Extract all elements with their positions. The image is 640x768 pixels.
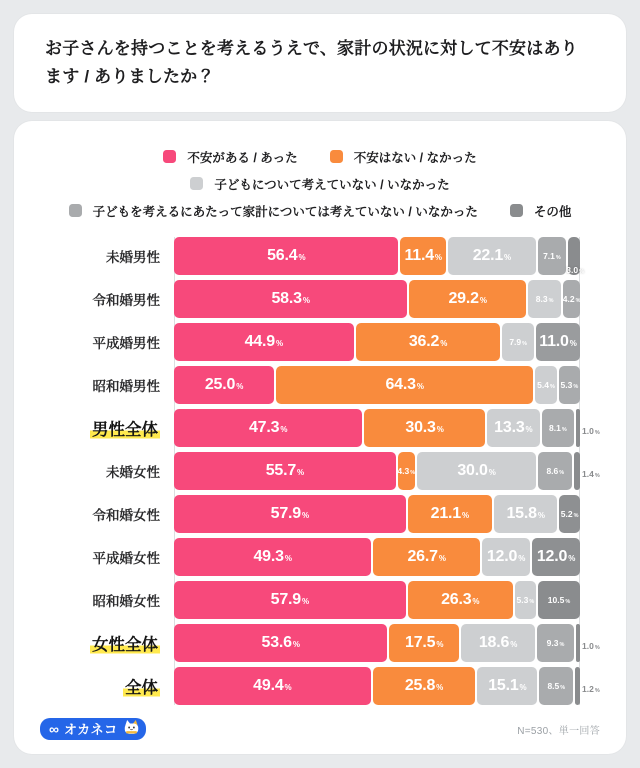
okaneko-cat-mascot-icon [122, 718, 141, 737]
bar-segment [461, 624, 535, 662]
segment-value-label: 26.3 % [441, 591, 480, 609]
segment-value-label: 58.3 % [271, 290, 310, 308]
segment-value-label: 8.1 % [549, 423, 567, 434]
bar-plot [174, 667, 600, 705]
chart-card [14, 121, 626, 754]
row-label: 昭和婚男性 [92, 379, 160, 395]
bar-segment [559, 366, 580, 404]
segment-value-label: 29.2 % [448, 290, 487, 308]
bar-plot [174, 581, 580, 619]
bar-segment [528, 280, 561, 318]
legend-swatch-midgray-icon [69, 204, 82, 217]
infinity-icon: ∞ [49, 721, 59, 738]
bar-segment [576, 624, 600, 662]
bar-segment [356, 323, 501, 361]
bar-segment [174, 366, 274, 404]
row-label: 令和婚男性 [92, 293, 160, 309]
stacked-bar [174, 538, 580, 576]
segment-value-label: 30.0 % [457, 462, 496, 480]
stacked-bar [174, 581, 580, 619]
segment-value-label: 53.6 % [261, 634, 300, 652]
segment-value-label: 25.8 % [404, 677, 444, 695]
bar-row [38, 452, 600, 490]
bar-segment [373, 538, 480, 576]
bar-segment [487, 409, 540, 447]
bar-row [38, 237, 584, 276]
segment-value-label: 3.0 % [566, 265, 584, 276]
legend-item-not-anxious [330, 148, 477, 166]
legend-label: 不安はない / なかった [353, 150, 477, 165]
bar-segment [536, 323, 580, 361]
stacked-bar-chart [38, 237, 602, 705]
bar-segment [398, 452, 415, 490]
segment-value-label: 55.7 % [265, 462, 304, 480]
segment-value-label: 57.9 % [270, 591, 309, 609]
segment-value-label: 4.2 % [562, 294, 581, 305]
legend-label: その他 [533, 204, 572, 219]
legend-swatch-lightgray-icon [190, 177, 203, 190]
bar-segment [364, 409, 485, 447]
bar-segment [373, 667, 476, 705]
bar-segment [400, 237, 445, 275]
bar-segment [448, 237, 536, 275]
stacked-bar [174, 366, 580, 404]
segment-value-label: 10.5 % [547, 595, 571, 606]
segment-value-label: 13.3 % [494, 419, 533, 437]
bar-segment [535, 366, 557, 404]
bar-segment [174, 237, 398, 275]
bar-plot [174, 624, 600, 662]
legend-item-not-thinking-finances [69, 202, 478, 220]
segment-value-label: 30.3 % [405, 419, 444, 437]
sample-size-note: N=530、単一回答 [517, 725, 600, 737]
bar-row [38, 667, 600, 705]
legend-line-2 [38, 170, 602, 197]
bar-segment [174, 409, 362, 447]
logo-text: オカネコ [63, 721, 118, 737]
segment-value-label: 1.2 % [582, 684, 600, 695]
bar-segment [575, 667, 600, 705]
legend-line-3 [38, 197, 602, 224]
bar-segment [174, 667, 371, 705]
stacked-bar [174, 409, 600, 447]
question-card [14, 14, 626, 112]
bar-segment [174, 624, 387, 662]
segment-value-label: 1.0 % [582, 641, 600, 652]
bar-segment [559, 495, 580, 533]
segment-value-label: 49.4 % [253, 677, 292, 695]
segment-value-label: 5.3 % [516, 595, 535, 606]
segment-value-label: 8.6 % [546, 466, 565, 477]
okaneko-logo [40, 718, 146, 740]
stacked-bar [174, 323, 580, 361]
segment-value-label: 8.3 % [535, 294, 554, 305]
segment-value-label: 11.4 % [404, 247, 442, 265]
bar-segment [538, 581, 580, 619]
segment-value-label: 36.2 % [408, 333, 448, 351]
bar-row [38, 538, 580, 576]
bar-segment [482, 538, 530, 576]
bar-segment [477, 667, 537, 705]
legend-line-1 [38, 143, 602, 170]
row-label: 令和婚女性 [92, 508, 160, 524]
bar-segment [576, 409, 600, 447]
bar-segment [417, 452, 536, 490]
segment-value-label: 15.8 % [506, 505, 545, 523]
legend-label: 不安がある / あった [187, 150, 298, 165]
bar-row [38, 409, 600, 447]
bar-segment [174, 452, 396, 490]
segment-value-label: 8.5 % [547, 681, 566, 692]
bar-segment [494, 495, 557, 533]
legend-label: 子どもを考えるにあたって家計については考えていない / いなかった [92, 204, 478, 219]
row-label: 男性全体 [92, 421, 158, 440]
row-label: 未婚女性 [106, 465, 160, 481]
bar-plot [174, 280, 580, 318]
segment-value-label: 7.1 % [543, 251, 561, 262]
bar-segment [574, 452, 600, 490]
bar-segment [566, 237, 584, 276]
bar-row [38, 323, 580, 361]
segment-value-label: 12.0 % [486, 548, 526, 566]
bar-row [38, 581, 580, 619]
segment-value-label: 26.7 % [407, 548, 446, 566]
row-label: 平成婚男性 [92, 336, 160, 352]
segment-value-label: 25.0 % [204, 376, 244, 394]
bar-row [38, 280, 580, 318]
segment-value-label: 12.0 % [536, 548, 576, 566]
bar-segment [563, 280, 580, 318]
bar-segment [542, 409, 574, 447]
bar-row [38, 624, 600, 662]
stacked-bar [174, 452, 600, 490]
segment-value-label: 4.3 % [397, 466, 416, 477]
bar-plot [174, 538, 580, 576]
segment-value-label: 57.9 % [270, 505, 309, 523]
bar-segment [389, 624, 459, 662]
legend-swatch-pink-icon [163, 150, 176, 163]
legend-item-anxious [163, 148, 297, 166]
bar-segment [174, 581, 406, 619]
legend-item-not-thinking-children [190, 175, 449, 193]
stacked-bar [174, 495, 580, 533]
bar-row [38, 366, 580, 404]
segment-value-label: 18.6 % [478, 634, 518, 652]
segment-value-label: 1.4 % [582, 469, 600, 480]
bar-plot [174, 452, 600, 490]
legend-swatch-darkgray-icon [510, 204, 523, 217]
bar-segment [409, 280, 526, 318]
segment-value-label: 9.3 % [546, 638, 565, 649]
segment-value-label: 15.1 % [488, 677, 527, 695]
segment-value-label: 5.4 % [537, 380, 555, 391]
segment-value-label: 1.0 % [582, 426, 600, 437]
chart-footer [38, 718, 602, 740]
chart-legend [38, 139, 602, 224]
segment-value-label: 49.3 % [253, 548, 292, 566]
bar-plot [174, 366, 580, 404]
row-label: 女性全体 [92, 636, 158, 655]
bar-segment [408, 581, 513, 619]
page-title: お子さんを持つことを考えるうえで、家計の状況に対して不安はあります / ありましたか？ [45, 39, 578, 87]
legend-item-other [510, 202, 572, 220]
stacked-bar [174, 237, 584, 276]
bar-segment [502, 323, 534, 361]
stacked-bar [174, 624, 600, 662]
bar-segment [515, 581, 536, 619]
segment-value-label: 21.1 % [430, 505, 469, 523]
bar-row [38, 495, 580, 533]
segment-value-label: 64.3 % [385, 376, 424, 394]
bar-segment [276, 366, 533, 404]
row-label: 全体 [125, 679, 158, 698]
segment-value-label: 11.0 % [539, 333, 577, 351]
bar-plot [174, 237, 584, 276]
stacked-bar [174, 667, 600, 705]
bar-segment [538, 452, 572, 490]
segment-value-label: 5.2 % [560, 509, 579, 520]
bar-segment [539, 667, 573, 705]
bar-segment [174, 538, 371, 576]
segment-value-label: 5.3 % [560, 380, 579, 391]
segment-value-label: 56.4 % [267, 247, 306, 265]
bar-segment [408, 495, 492, 533]
bar-plot [174, 495, 580, 533]
legend-swatch-orange-icon [330, 150, 343, 163]
bar-segment [538, 237, 566, 275]
row-label: 昭和婚女性 [92, 594, 160, 610]
bar-segment [537, 624, 574, 662]
bar-segment [174, 280, 407, 318]
segment-value-label: 44.9 % [244, 333, 283, 351]
segment-value-label: 7.9 % [509, 337, 528, 348]
segment-value-label: 47.3 % [248, 419, 288, 437]
bar-plot [174, 323, 580, 361]
bar-segment [532, 538, 580, 576]
row-label: 未婚男性 [106, 250, 160, 266]
bar-segment [174, 323, 354, 361]
legend-label: 子どもについて考えていない / いなかった [214, 177, 450, 192]
bar-segment [174, 495, 406, 533]
segment-value-label: 22.1 % [472, 247, 511, 265]
segment-value-label: 17.5 % [405, 634, 444, 652]
stacked-bar [174, 280, 580, 318]
bar-plot [174, 409, 600, 447]
row-label: 平成婚女性 [92, 551, 160, 567]
